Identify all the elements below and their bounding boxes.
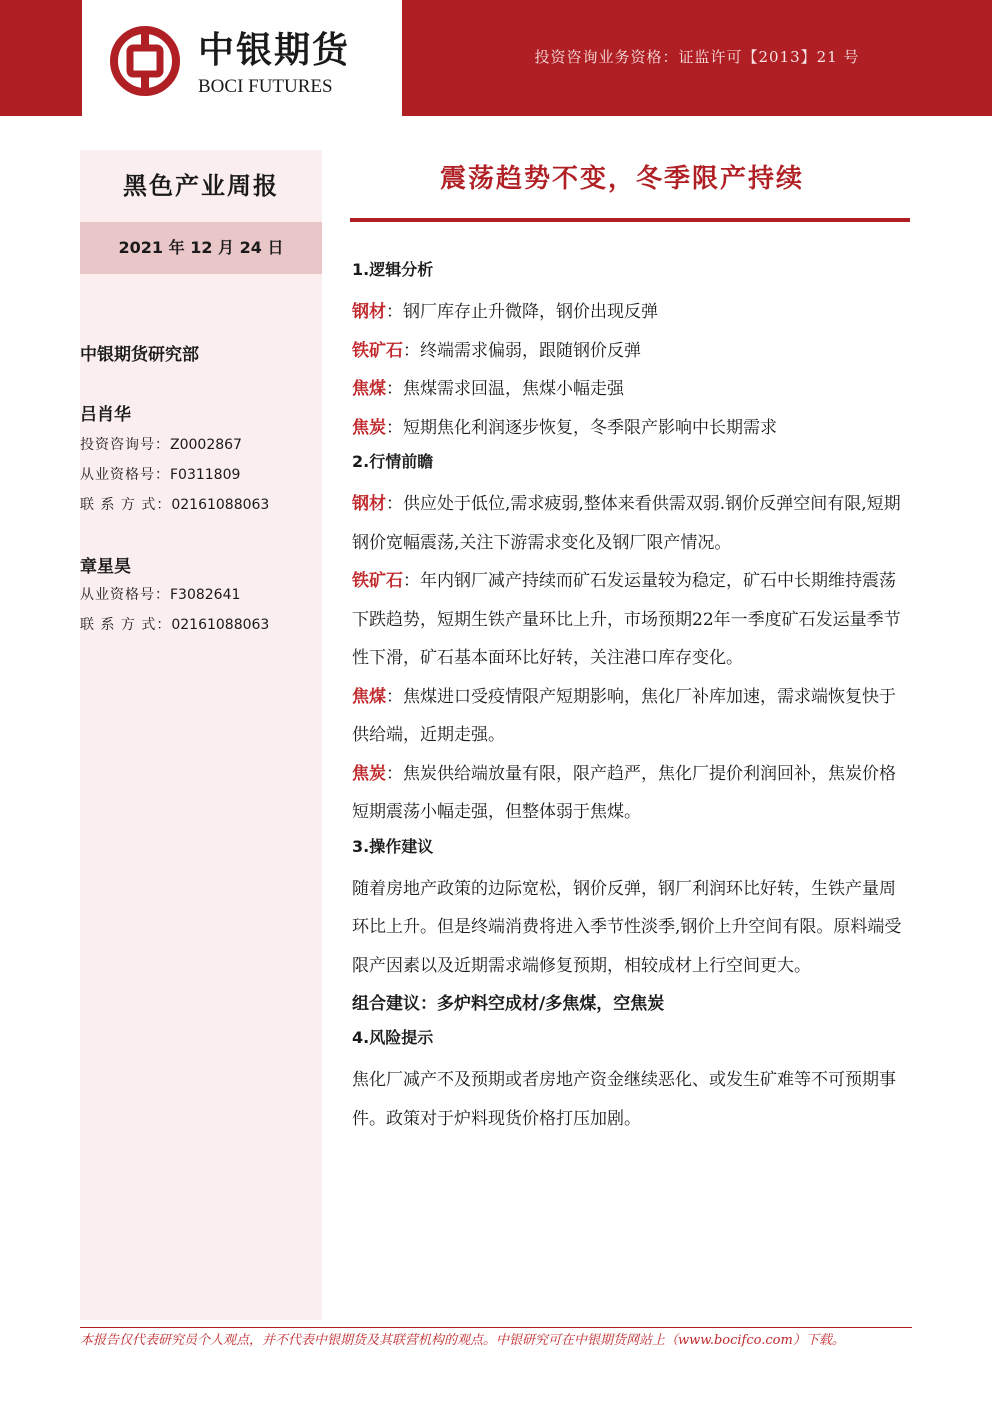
combo-suggestion: 组合建议：多炉料空成材/多焦煤，空焦炭 (352, 994, 665, 1014)
brand-name-cn: 中银期货 (198, 29, 351, 71)
analyst-name: 章星昊 (80, 557, 131, 577)
analyst-info-line: 从业资格号：F3082641 (80, 587, 241, 603)
section-heading: 3.操作建议 (352, 836, 434, 856)
section-heading: 1.逻辑分析 (352, 260, 434, 279)
sidebar (80, 150, 322, 1320)
analyst-info-line: 联 系 方 式：02161088063 (80, 497, 270, 513)
department: 中银期货研究部 (80, 345, 199, 365)
analyst-name: 吕肖华 (80, 405, 131, 425)
footer-divider (80, 1327, 912, 1328)
section-heading: 4.风险提示 (352, 1028, 434, 1047)
list-item: 钢材：供应处于低位,需求疲弱,整体来看供需双弱.钢价反弹空间有限,短期钢价宽幅震荡,关注下游需求变化及钢厂限产情况。 (352, 494, 901, 553)
license-text: 投资咨询业务资格：证监许可【2013】21 号 (534, 48, 860, 66)
list-item: 钢材：钢厂库存止升微降，钢价出现反弹 (352, 302, 658, 322)
list-item: 焦煤：焦煤需求回温，焦煤小幅走强 (352, 379, 624, 399)
list-item: 铁矿石：年内钢厂减产持续而矿石发运量较为稳定，矿石中长期维持震荡下跌趋势，短期生铁产量环比上升，市场预期22年一季度矿石发运量季节性下滑，矿石基本面环比好转，关注港口库存变化。 (352, 571, 901, 668)
list-item: 焦煤：焦煤进口受疫情限产短期影响，焦化厂补库加速，需求端恢复快于供给端，近期走强。 (352, 686, 896, 745)
paragraph: 焦化厂减产不及预期或者房地产资金继续恶化、或发生矿难等不可预期事件。政策对于炉料现货价格打压加剧。 (352, 1070, 896, 1129)
list-item: 焦炭：焦炭供给端放量有限，限产趋严，焦化厂提价利润回补，焦炭价格短期震荡小幅走强，但整体弱于焦煤。 (352, 763, 896, 822)
brand-name-en: BOCI FUTURES (198, 76, 333, 97)
footer-disclaimer: 本报告仅代表研究员个人观点，并不代表中银期货及其联营机构的观点。中银研究可在中银期货网站上（www.bocifco.com）下载。 (80, 1333, 845, 1348)
report-type: 黑色产业周报 (123, 171, 279, 200)
boc-logo-icon (110, 26, 180, 96)
list-item: 铁矿石：终端需求偏弱，跟随钢价反弹 (352, 340, 641, 361)
analyst-info-line: 投资咨询号：Z0002867 (80, 437, 242, 453)
section-heading: 2.行情前瞻 (352, 452, 434, 471)
paragraph: 随着房地产政策的边际宽松，钢价反弹，钢厂利润环比好转，生铁产量周环比上升。但是终端消费将进入季节性淡季,钢价上升空间有限。原料端受限产因素以及近期需求端修复预期，相较成材上行空间更大。 (352, 878, 902, 976)
report-title: 震荡趋势不变，冬季限产持续 (439, 164, 804, 194)
report-date: 2021 年 12 月 24 日 (80, 222, 322, 274)
header-red-band-left (0, 0, 82, 116)
list-item: 焦炭：短期焦化利润逐步恢复，冬季限产影响中长期需求 (352, 417, 777, 438)
analyst-info-line: 从业资格号：F0311809 (80, 467, 241, 483)
title-divider (350, 218, 910, 222)
header-red-band-right (402, 0, 992, 116)
report-body (352, 255, 904, 1138)
analyst-info-line: 联 系 方 式：02161088063 (80, 617, 270, 633)
